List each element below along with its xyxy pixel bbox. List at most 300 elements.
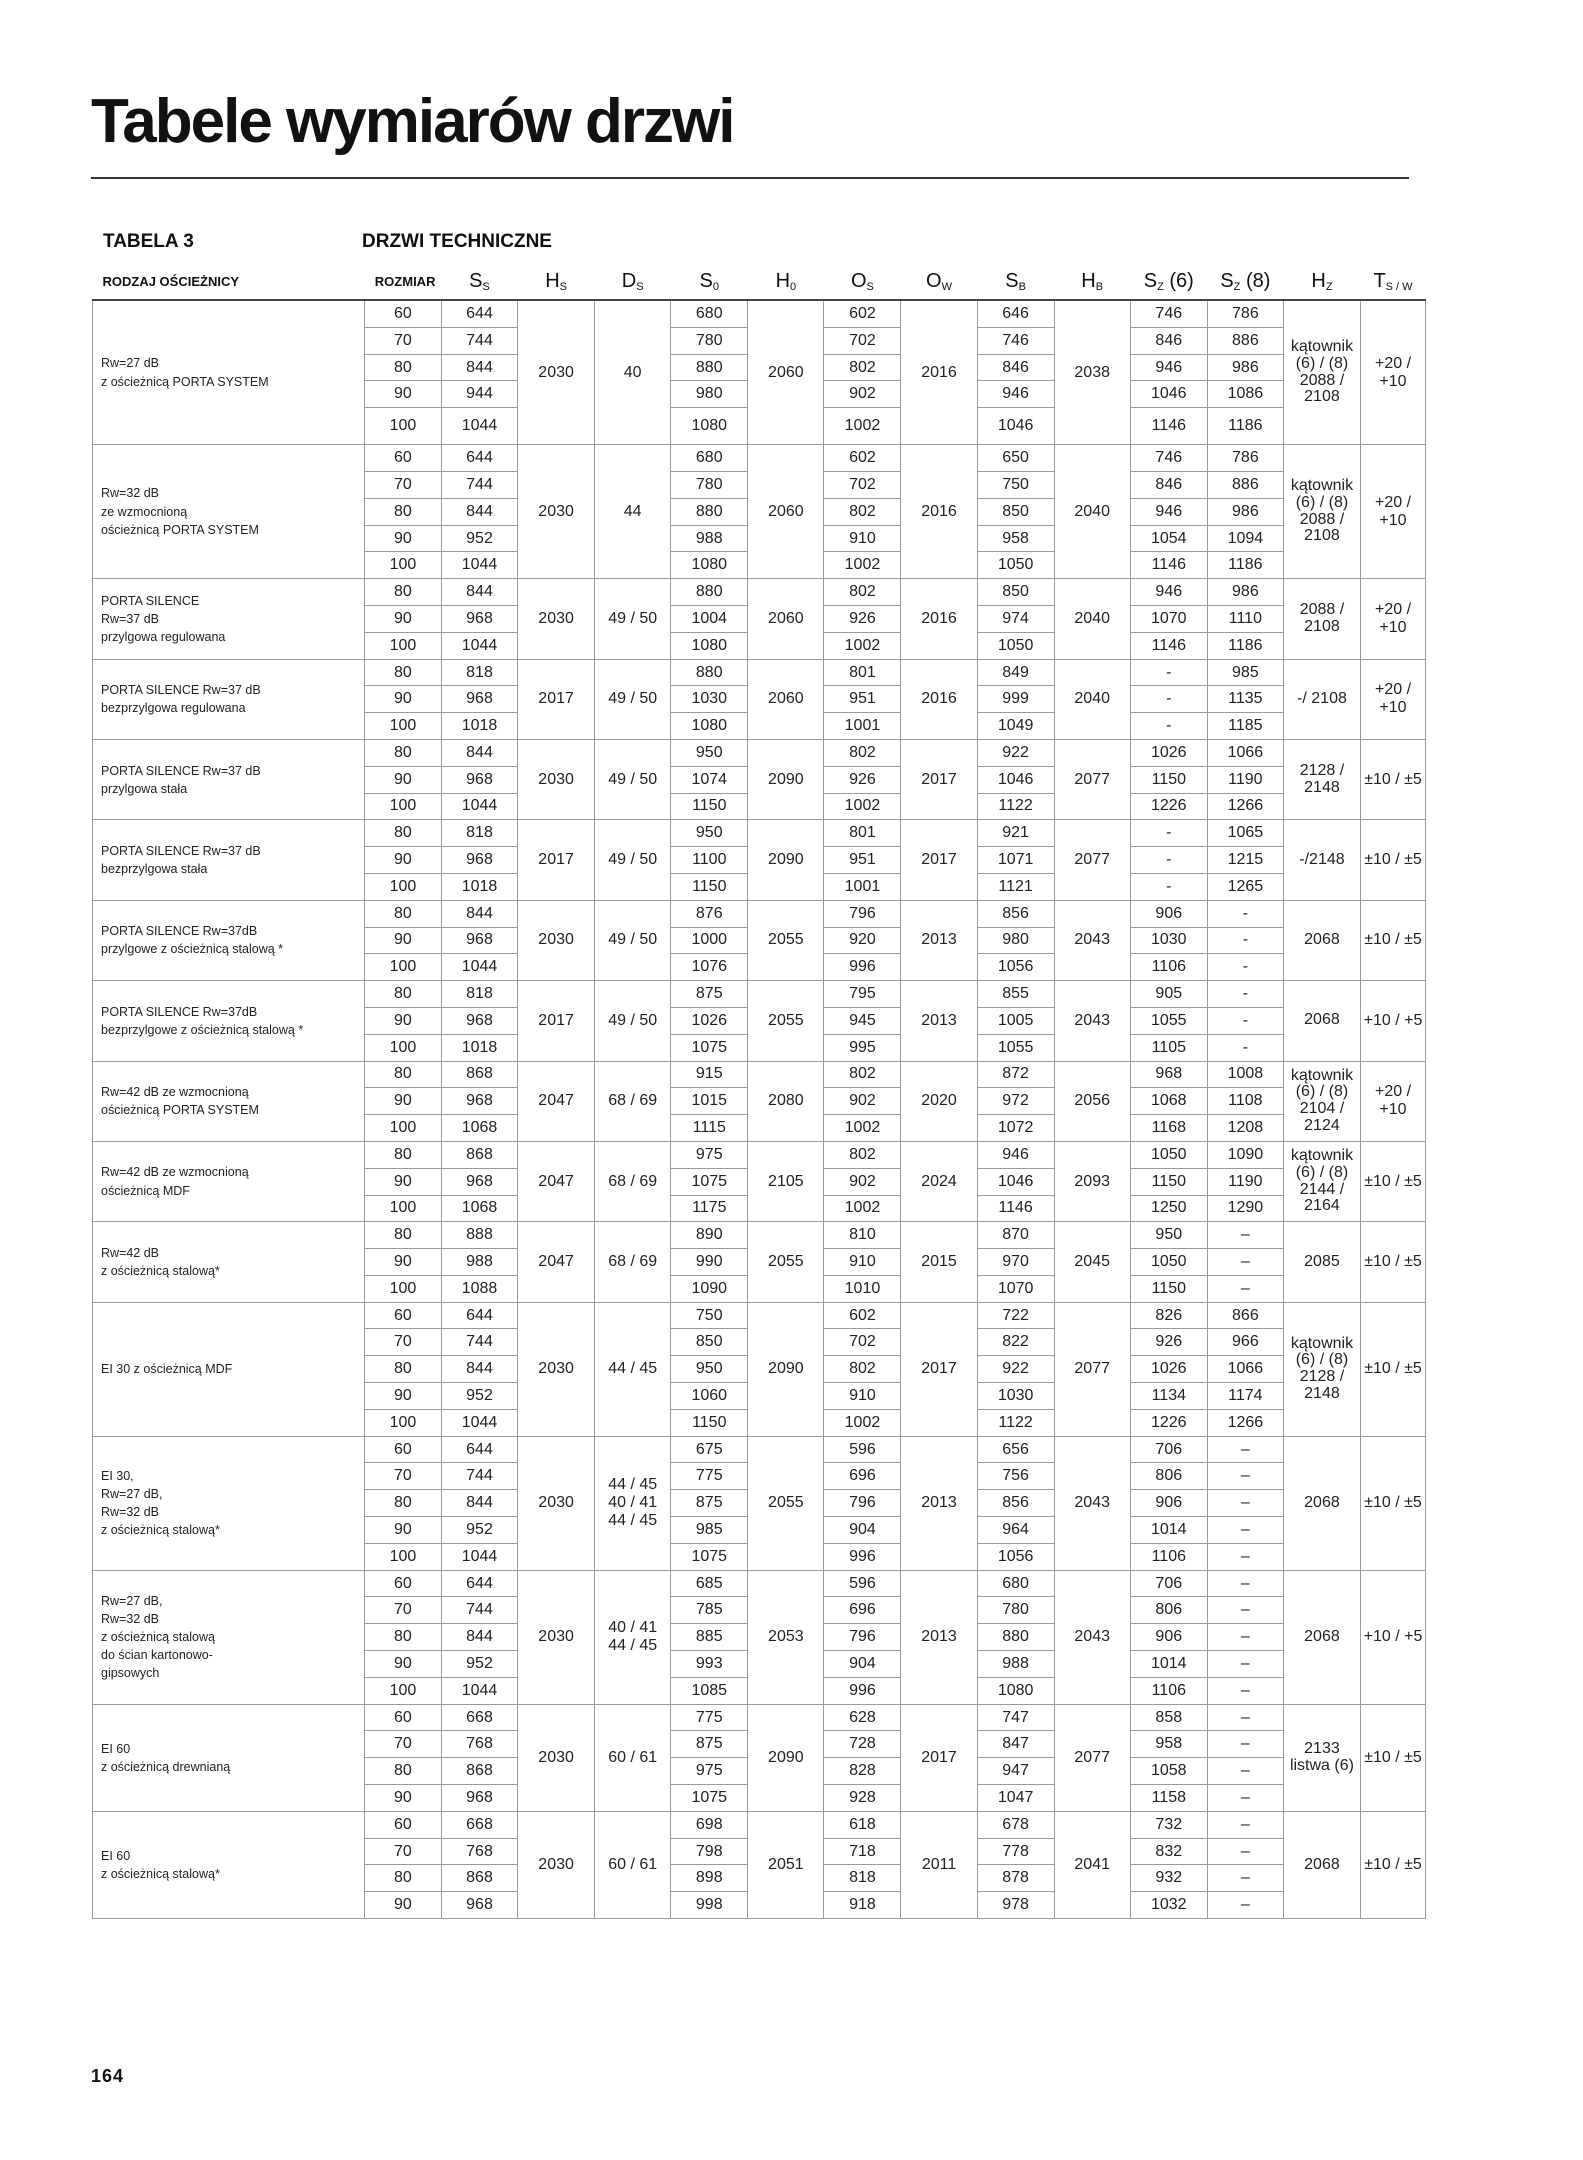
sz8-cell: – [1207,1785,1283,1812]
h0-cell: 2055 [748,900,824,980]
hb-cell: 2043 [1054,981,1130,1061]
tsw-cell: +20 / +10 [1361,659,1426,739]
ss-cell: 968 [441,847,517,874]
sz8-cell: – [1207,1275,1283,1302]
size-cell: 90 [364,525,441,552]
ss-cell: 968 [441,1007,517,1034]
size-cell: 90 [364,1517,441,1544]
s0-cell: 975 [671,1141,748,1168]
os-cell: 802 [824,1061,901,1088]
hs-cell: 2030 [518,1704,595,1811]
sz6-cell: 732 [1130,1811,1207,1838]
s0-cell: 1090 [671,1275,748,1302]
tsw-cell: ±10 / ±5 [1361,1302,1426,1436]
ss-cell: 968 [441,1785,517,1812]
table-row [93,820,1426,847]
os-cell: 996 [824,954,901,981]
os-cell: 628 [824,1704,901,1731]
hs-cell: 2030 [518,900,595,980]
os-cell: 1002 [824,1195,901,1222]
s0-cell: 990 [671,1249,748,1276]
sz8-cell: – [1207,1892,1283,1919]
ss-cell: 868 [441,1758,517,1785]
s0-cell: 680 [671,445,748,472]
sb-cell: 974 [977,605,1054,632]
table-row [93,1061,1426,1088]
sb-cell: 847 [977,1731,1054,1758]
table-row [93,1302,1426,1329]
os-cell: 1002 [824,632,901,659]
os-cell: 802 [824,579,901,606]
sb-cell: 872 [977,1061,1054,1088]
sb-cell: 922 [977,1356,1054,1383]
os-cell: 902 [824,381,901,408]
sb-cell: 822 [977,1329,1054,1356]
os-cell: 702 [824,471,901,498]
sz6-cell: - [1130,847,1207,874]
hz-cell: 2068 [1283,1570,1360,1704]
sb-cell: 1050 [977,632,1054,659]
os-cell: 802 [824,739,901,766]
sz6-cell: 906 [1130,1490,1207,1517]
sb-cell: 756 [977,1463,1054,1490]
ds-cell: 49 / 50 [595,659,671,739]
col-sz8: $S_Z$ (8) [1207,263,1283,300]
ss-cell: 768 [441,1838,517,1865]
frame-type-cell: PORTA SILENCE Rw=37dB bezprzylgowe z ościeżnicą stalową * [93,981,365,1061]
sz6-cell: 906 [1130,1624,1207,1651]
os-cell: 918 [824,1892,901,1919]
ss-cell: 868 [441,1061,517,1088]
s0-cell: 1075 [671,1543,748,1570]
os-cell: 696 [824,1597,901,1624]
size-cell: 60 [364,445,441,472]
ds-cell: 49 / 50 [595,820,671,900]
frame-type-cell: EI 30, Rw=27 dB, Rw=32 dB z ościeżnicą stalową* [93,1436,365,1570]
hb-cell: 2056 [1054,1061,1130,1141]
dimensions-table [92,263,1426,1919]
ow-cell: 2024 [901,1141,977,1221]
s0-cell: 898 [671,1865,748,1892]
sb-cell: 964 [977,1517,1054,1544]
size-cell: 100 [364,632,441,659]
sb-cell: 778 [977,1838,1054,1865]
sb-cell: 878 [977,1865,1054,1892]
sb-cell: 680 [977,1570,1054,1597]
ss-cell: 744 [441,1329,517,1356]
size-cell: 90 [364,686,441,713]
hs-cell: 2017 [518,981,595,1061]
sb-cell: 870 [977,1222,1054,1249]
s0-cell: 915 [671,1061,748,1088]
ss-cell: 1068 [441,1115,517,1142]
s0-cell: 780 [671,471,748,498]
sz6-cell: 1026 [1130,1356,1207,1383]
ss-cell: 1018 [441,1034,517,1061]
os-cell: 996 [824,1677,901,1704]
ow-cell: 2016 [901,579,977,659]
tsw-cell: +10 / +5 [1361,981,1426,1061]
size-cell: 70 [364,1838,441,1865]
table-label: TABELA 3 [103,231,194,252]
tsw-cell: +20 / +10 [1361,1061,1426,1141]
col-tsw: $T_{S / W}$ [1361,263,1426,300]
sz8-cell: 1185 [1207,713,1283,740]
s0-cell: 680 [671,300,748,327]
s0-cell: 875 [671,981,748,1008]
s0-cell: 785 [671,1597,748,1624]
size-cell: 80 [364,900,441,927]
sb-cell: 856 [977,1490,1054,1517]
s0-cell: 1175 [671,1195,748,1222]
sb-cell: 978 [977,1892,1054,1919]
sz8-cell: 1266 [1207,1409,1283,1436]
ss-cell: 1044 [441,408,517,445]
sz8-cell: 1008 [1207,1061,1283,1088]
hb-cell: 2041 [1054,1811,1130,1918]
sz8-cell: 1265 [1207,873,1283,900]
sz6-cell: 1032 [1130,1892,1207,1919]
size-cell: 70 [364,471,441,498]
col-hb: $H_B$ [1054,263,1130,300]
sz8-cell: – [1207,1758,1283,1785]
os-cell: 904 [824,1517,901,1544]
sz8-cell: 985 [1207,659,1283,686]
size-cell: 80 [364,1356,441,1383]
ss-cell: 952 [441,525,517,552]
tsw-cell: ±10 / ±5 [1361,1436,1426,1570]
os-cell: 1002 [824,1409,901,1436]
size-cell: 90 [364,1651,441,1678]
sz6-cell: 1050 [1130,1141,1207,1168]
sz6-cell: 1134 [1130,1383,1207,1410]
s0-cell: 675 [671,1436,748,1463]
hz-cell: 2068 [1283,981,1360,1061]
hb-cell: 2040 [1054,445,1130,579]
s0-cell: 880 [671,579,748,606]
col-ds: $D_S$ [595,263,671,300]
ss-cell: 818 [441,820,517,847]
sz6-cell: 1046 [1130,381,1207,408]
ss-cell: 952 [441,1517,517,1544]
os-cell: 702 [824,1329,901,1356]
frame-type-cell: PORTA SILENCE Rw=37 dB bezprzylgowa stała [93,820,365,900]
ss-cell: 1044 [441,1409,517,1436]
size-cell: 90 [364,381,441,408]
os-cell: 796 [824,900,901,927]
ds-cell: 60 / 61 [595,1811,671,1918]
sb-cell: 1056 [977,1543,1054,1570]
s0-cell: 1015 [671,1088,748,1115]
sz6-cell: - [1130,686,1207,713]
ss-cell: 644 [441,1436,517,1463]
col-h0: $H_0$ [748,263,824,300]
sz8-cell: – [1207,1731,1283,1758]
ss-cell: 844 [441,739,517,766]
ss-cell: 1018 [441,873,517,900]
page-title: Tabele wymiarów drzwi [91,87,734,156]
s0-cell: 1074 [671,766,748,793]
size-cell: 70 [364,1329,441,1356]
ss-cell: 968 [441,766,517,793]
s0-cell: 1100 [671,847,748,874]
hb-cell: 2093 [1054,1141,1130,1221]
sb-cell: 1046 [977,1168,1054,1195]
sb-cell: 646 [977,300,1054,327]
os-cell: 602 [824,300,901,327]
sz8-cell: 1090 [1207,1141,1283,1168]
title-divider [91,177,1409,179]
frame-type-cell: EI 30 z ościeżnicą MDF [93,1302,365,1436]
os-cell: 902 [824,1168,901,1195]
sz6-cell: 906 [1130,900,1207,927]
sz6-cell: 1158 [1130,1785,1207,1812]
ow-cell: 2013 [901,1570,977,1704]
s0-cell: 1026 [671,1007,748,1034]
s0-cell: 885 [671,1624,748,1651]
sz8-cell: 986 [1207,579,1283,606]
frame-type-cell: PORTA SILENCE Rw=37dB przylgowe z ościeżnicą stalową * [93,900,365,980]
sb-cell: 856 [977,900,1054,927]
sz8-cell: 1110 [1207,605,1283,632]
size-cell: 80 [364,739,441,766]
table-row [93,445,1426,472]
ss-cell: 668 [441,1704,517,1731]
size-cell: 100 [364,1409,441,1436]
tsw-cell: ±10 / ±5 [1361,1141,1426,1221]
table-row [93,579,1426,606]
size-cell: 90 [364,766,441,793]
table-row [93,900,1426,927]
sb-cell: 958 [977,525,1054,552]
sb-cell: 850 [977,579,1054,606]
sz8-cell: – [1207,1517,1283,1544]
sz6-cell: 1150 [1130,766,1207,793]
sb-cell: 999 [977,686,1054,713]
s0-cell: 985 [671,1517,748,1544]
ss-cell: 844 [441,900,517,927]
os-cell: 802 [824,1141,901,1168]
hz-cell: 2128 / 2148 [1283,739,1360,819]
hs-cell: 2047 [518,1061,595,1141]
sb-cell: 1056 [977,954,1054,981]
sz6-cell: 1014 [1130,1517,1207,1544]
sz8-cell: - [1207,900,1283,927]
ss-cell: 1044 [441,954,517,981]
hb-cell: 2043 [1054,1570,1130,1704]
os-cell: 904 [824,1651,901,1678]
sb-cell: 1047 [977,1785,1054,1812]
s0-cell: 1076 [671,954,748,981]
ds-cell: 68 / 69 [595,1061,671,1141]
os-cell: 926 [824,605,901,632]
ss-cell: 1044 [441,793,517,820]
sz6-cell: 1030 [1130,927,1207,954]
ss-cell: 1044 [441,552,517,579]
hb-cell: 2045 [1054,1222,1130,1302]
sz6-cell: 746 [1130,445,1207,472]
ds-cell: 44 / 45 40 / 41 44 / 45 [595,1436,671,1570]
sb-cell: 880 [977,1624,1054,1651]
s0-cell: 775 [671,1463,748,1490]
tsw-cell: +20 / +10 [1361,300,1426,445]
ds-cell: 68 / 69 [595,1222,671,1302]
ss-cell: 744 [441,1597,517,1624]
sz6-cell: 806 [1130,1597,1207,1624]
h0-cell: 2090 [748,739,824,819]
sz6-cell: - [1130,713,1207,740]
hs-cell: 2030 [518,579,595,659]
sz6-cell: 858 [1130,1704,1207,1731]
sb-cell: 1049 [977,713,1054,740]
sb-cell: 656 [977,1436,1054,1463]
sz8-cell: 1065 [1207,820,1283,847]
ds-cell: 49 / 50 [595,900,671,980]
table-heading: DRZWI TECHNICZNE [362,231,552,252]
size-cell: 100 [364,793,441,820]
sz8-cell: – [1207,1651,1283,1678]
sz8-cell: 986 [1207,354,1283,381]
s0-cell: 1075 [671,1034,748,1061]
ss-cell: 1088 [441,1275,517,1302]
ss-cell: 818 [441,981,517,1008]
h0-cell: 2090 [748,1704,824,1811]
sz6-cell: 832 [1130,1838,1207,1865]
sz8-cell: 886 [1207,327,1283,354]
sz6-cell: 1054 [1130,525,1207,552]
sb-cell: 946 [977,1141,1054,1168]
size-cell: 100 [364,1034,441,1061]
table-header-row [93,263,1426,300]
ow-cell: 2017 [901,820,977,900]
sb-cell: 947 [977,1758,1054,1785]
ow-cell: 2013 [901,900,977,980]
sb-cell: 1046 [977,766,1054,793]
os-cell: 928 [824,1785,901,1812]
os-cell: 1001 [824,873,901,900]
os-cell: 696 [824,1463,901,1490]
s0-cell: 998 [671,1892,748,1919]
ss-cell: 968 [441,605,517,632]
hb-cell: 2077 [1054,1704,1130,1811]
hb-cell: 2077 [1054,739,1130,819]
sz8-cell: – [1207,1222,1283,1249]
table-row [93,1704,1426,1731]
s0-cell: 988 [671,525,748,552]
table-row [93,1141,1426,1168]
sz6-cell: 826 [1130,1302,1207,1329]
size-cell: 90 [364,927,441,954]
os-cell: 796 [824,1624,901,1651]
size-cell: 100 [364,408,441,445]
sb-cell: 988 [977,1651,1054,1678]
sz8-cell: – [1207,1704,1283,1731]
s0-cell: 880 [671,498,748,525]
sz8-cell: 1094 [1207,525,1283,552]
size-cell: 60 [364,1811,441,1838]
sz8-cell: 886 [1207,471,1283,498]
sz6-cell: - [1130,659,1207,686]
ss-cell: 744 [441,1463,517,1490]
sz8-cell: 1066 [1207,1356,1283,1383]
sz6-cell: - [1130,820,1207,847]
s0-cell: 1075 [671,1785,748,1812]
sz8-cell: – [1207,1490,1283,1517]
sz6-cell: 1226 [1130,1409,1207,1436]
ds-cell: 68 / 69 [595,1141,671,1221]
tsw-cell: ±10 / ±5 [1361,739,1426,819]
os-cell: 810 [824,1222,901,1249]
frame-type-cell: Rw=27 dB, Rw=32 dB z ościeżnicą stalową do ścian kartonowo- gipsowych [93,1570,365,1704]
ss-cell: 888 [441,1222,517,1249]
s0-cell: 1000 [671,927,748,954]
ds-cell: 49 / 50 [595,981,671,1061]
sz6-cell: 1146 [1130,408,1207,445]
os-cell: 795 [824,981,901,1008]
size-cell: 80 [364,579,441,606]
sb-cell: 921 [977,820,1054,847]
s0-cell: 1060 [671,1383,748,1410]
s0-cell: 890 [671,1222,748,1249]
ss-cell: 844 [441,1624,517,1651]
hb-cell: 2040 [1054,659,1130,739]
ss-cell: 952 [441,1383,517,1410]
sb-cell: 1046 [977,408,1054,445]
sz8-cell: 786 [1207,445,1283,472]
os-cell: 951 [824,847,901,874]
sz8-cell: 1208 [1207,1115,1283,1142]
tsw-cell: ±10 / ±5 [1361,900,1426,980]
sb-cell: 922 [977,739,1054,766]
os-cell: 728 [824,1731,901,1758]
os-cell: 910 [824,525,901,552]
sb-cell: 855 [977,981,1054,1008]
hb-cell: 2040 [1054,579,1130,659]
s0-cell: 875 [671,1731,748,1758]
sz6-cell: 1168 [1130,1115,1207,1142]
sz6-cell: 1146 [1130,552,1207,579]
ds-cell: 44 / 45 [595,1302,671,1436]
size-cell: 100 [364,873,441,900]
page-number: 164 [91,2066,125,2086]
hz-cell: kątownik (6) / (8) 2088 / 2108 [1283,300,1360,445]
sz8-cell: – [1207,1865,1283,1892]
os-cell: 596 [824,1436,901,1463]
sz8-cell: – [1207,1811,1283,1838]
col-ow: $O_W$ [901,263,977,300]
sz8-cell: - [1207,1034,1283,1061]
os-cell: 926 [824,766,901,793]
ow-cell: 2020 [901,1061,977,1141]
h0-cell: 2055 [748,981,824,1061]
sz6-cell: 905 [1130,981,1207,1008]
hb-cell: 2043 [1054,900,1130,980]
ss-cell: 744 [441,327,517,354]
ss-cell: 944 [441,381,517,408]
s0-cell: 875 [671,1490,748,1517]
sb-cell: 849 [977,659,1054,686]
sz6-cell: 958 [1130,1731,1207,1758]
frame-type-cell: EI 60 z ościeżnicą drewnianą [93,1704,365,1811]
frame-type-cell: PORTA SILENCE Rw=37 dB przylgowa stała [93,739,365,819]
os-cell: 1001 [824,713,901,740]
s0-cell: 1075 [671,1168,748,1195]
ss-cell: 818 [441,659,517,686]
ss-cell: 644 [441,300,517,327]
sz6-cell: 1105 [1130,1034,1207,1061]
ss-cell: 844 [441,1356,517,1383]
table-body [93,300,1426,1919]
